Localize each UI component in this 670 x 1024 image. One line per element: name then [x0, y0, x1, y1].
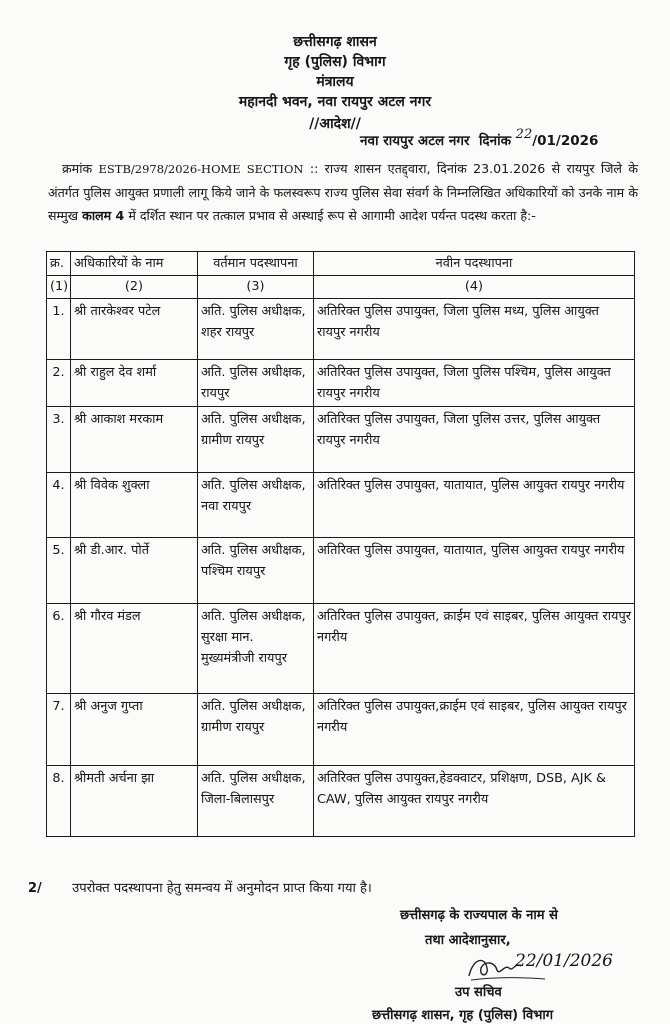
row-name: श्री तारकेश्वर पटेल — [71, 299, 198, 360]
intro-text-after: में दर्शित स्थान पर तत्काल प्रभाव से अस्थाई रूप से आगामी आदेश पर्यन्त पदस्थ करता है:- — [128, 208, 536, 223]
row-name: श्री डी.आर. पोर्ते — [71, 538, 198, 604]
table-header-row — [47, 252, 635, 276]
order-place-date — [360, 127, 599, 149]
row-current: अति. पुलिस अधीक्षक, रायपुर — [198, 360, 314, 407]
colnum-1: (1) — [47, 276, 71, 299]
row-name: श्रीमती अर्चना झा — [71, 766, 198, 837]
order-date-day: 22 — [515, 127, 533, 142]
order-date-label: दिनांक — [478, 133, 511, 149]
handwritten-date: 22/01/2026 — [515, 951, 613, 971]
row-current: अति. पुलिस अधीक्षक, पश्चिम रायपुर — [198, 538, 314, 604]
row-serial: 5. — [47, 538, 71, 604]
row-current: अति. पुलिस अधीक्षक, जिला-बिलासपुर — [198, 766, 314, 837]
row-new: अतिरिक्त पुलिस उपायुक्त,हेडक्वाटर, प्रशिक्षण, DSB, AJK & CAW, पुलिस आयुक्त रायपुर नगरीय — [314, 766, 635, 837]
intro-text-before: :: राज्य शासन एतद्द्वारा, दिनांक 23.01.2026 से रायपुर जिले के अंतर्गत पुलिस आयुक्त प्रणाली लागू किये जाने के फलस्वरूप राज्य पुलिस सेवा संवर्ग के निम्नलिखित अधिकारियों को उनके नाम के सम्मुख — [48, 161, 638, 223]
section-2 — [28, 878, 372, 896]
colnum-3: (3) — [198, 276, 314, 299]
signatory-department: छत्तीसगढ़ शासन, गृह (पुलिस) विभाग — [372, 1008, 554, 1023]
header-ministry: मंत्रालय — [316, 74, 354, 90]
row-serial: 8. — [47, 766, 71, 837]
table-row — [47, 473, 635, 538]
intro-paragraph — [48, 157, 638, 227]
header-order-title: //आदेश// — [309, 116, 361, 132]
row-name: श्री अनुज गुप्ता — [71, 694, 198, 766]
row-current: अति. पुलिस अधीक्षक, नवा रायपुर — [198, 473, 314, 538]
row-serial: 4. — [47, 473, 71, 538]
header-govt: छत्तीसगढ़ शासन — [293, 34, 377, 50]
ref-number: ESTB/2978/2026-HOME SECTION — [98, 162, 304, 176]
intro-highlight: कालम 4 — [82, 208, 125, 223]
table-colnum-row — [47, 276, 635, 299]
table-row — [47, 766, 635, 837]
row-new: अतिरिक्त पुलिस उपायुक्त, जिला पुलिस मध्य, पुलिस आयुक्त रायपुर नगरीय — [314, 299, 635, 360]
section-2-text: उपरोक्त पदस्थापना हेतु समन्वय में अनुमोदन प्राप्त किया गया है। — [72, 881, 372, 896]
postings-table — [46, 251, 635, 837]
table-row — [47, 694, 635, 766]
table-row — [47, 604, 635, 694]
section-2-number: 2/ — [28, 881, 42, 896]
table-row — [47, 299, 635, 360]
header-officer-name: अधिकारियों के नाम — [71, 252, 198, 276]
row-current: अति. पुलिस अधीक्षक, ग्रामीण रायपुर — [198, 407, 314, 473]
signature-line-1: छत्तीसगढ़ के राज्यपाल के नाम से — [400, 908, 558, 923]
order-place: नवा रायपुर अटल नगर — [360, 133, 470, 149]
row-new: अतिरिक्त पुलिस उपायुक्त, यातायात, पुलिस आयुक्त रायपुर नगरीय — [314, 473, 635, 538]
row-current: अति. पुलिस अधीक्षक, सुरक्षा मान. मुख्यमंत्रीजी रायपुर — [198, 604, 314, 694]
order-date-rest: /01/2026 — [532, 133, 599, 149]
header-serial: क्र. — [47, 252, 71, 276]
row-new: अतिरिक्त पुलिस उपायुक्त, क्राईम एवं साइबर, पुलिस आयुक्त रायपुर नगरीय — [314, 604, 635, 694]
signature-line-2: तथा आदेशानुसार, — [425, 933, 511, 948]
header-current-posting: वर्तमान पदस्थापना — [198, 252, 314, 276]
ref-label: क्रमांक — [62, 161, 93, 176]
row-name: श्री आकाश मरकाम — [71, 407, 198, 473]
row-new: अतिरिक्त पुलिस उपायुक्त, जिला पुलिस उत्तर, पुलिस आयुक्त रायपुर नगरीय — [314, 407, 635, 473]
table-row — [47, 407, 635, 473]
signatory-designation: उप सचिव — [455, 985, 502, 1000]
header-department: गृह (पुलिस) विभाग — [284, 54, 386, 70]
colnum-4: (4) — [314, 276, 635, 299]
colnum-2: (2) — [71, 276, 198, 299]
row-name: श्री विवेक शुक्ला — [71, 473, 198, 538]
row-serial: 1. — [47, 299, 71, 360]
row-new: अतिरिक्त पुलिस उपायुक्त,क्राईम एवं साइबर, पुलिस आयुक्त रायपुर नगरीय — [314, 694, 635, 766]
row-serial: 3. — [47, 407, 71, 473]
header-new-posting: नवीन पदस्थापना — [314, 252, 635, 276]
table-row — [47, 538, 635, 604]
row-new: अतिरिक्त पुलिस उपायुक्त, यातायात, पुलिस आयुक्त रायपुर नगरीय — [314, 538, 635, 604]
table-row — [47, 360, 635, 407]
row-serial: 2. — [47, 360, 71, 407]
row-serial: 7. — [47, 694, 71, 766]
row-name: श्री राहुल देव शर्मा — [71, 360, 198, 407]
row-current: अति. पुलिस अधीक्षक, ग्रामीण रायपुर — [198, 694, 314, 766]
row-new: अतिरिक्त पुलिस उपायुक्त, जिला पुलिस पश्चिम, पुलिस आयुक्त रायपुर नगरीय — [314, 360, 635, 407]
row-name: श्री गौरव मंडल — [71, 604, 198, 694]
row-serial: 6. — [47, 604, 71, 694]
header-address: महानदी भवन, नवा रायपुर अटल नगर — [238, 94, 432, 110]
row-current: अति. पुलिस अधीक्षक, शहर रायपुर — [198, 299, 314, 360]
